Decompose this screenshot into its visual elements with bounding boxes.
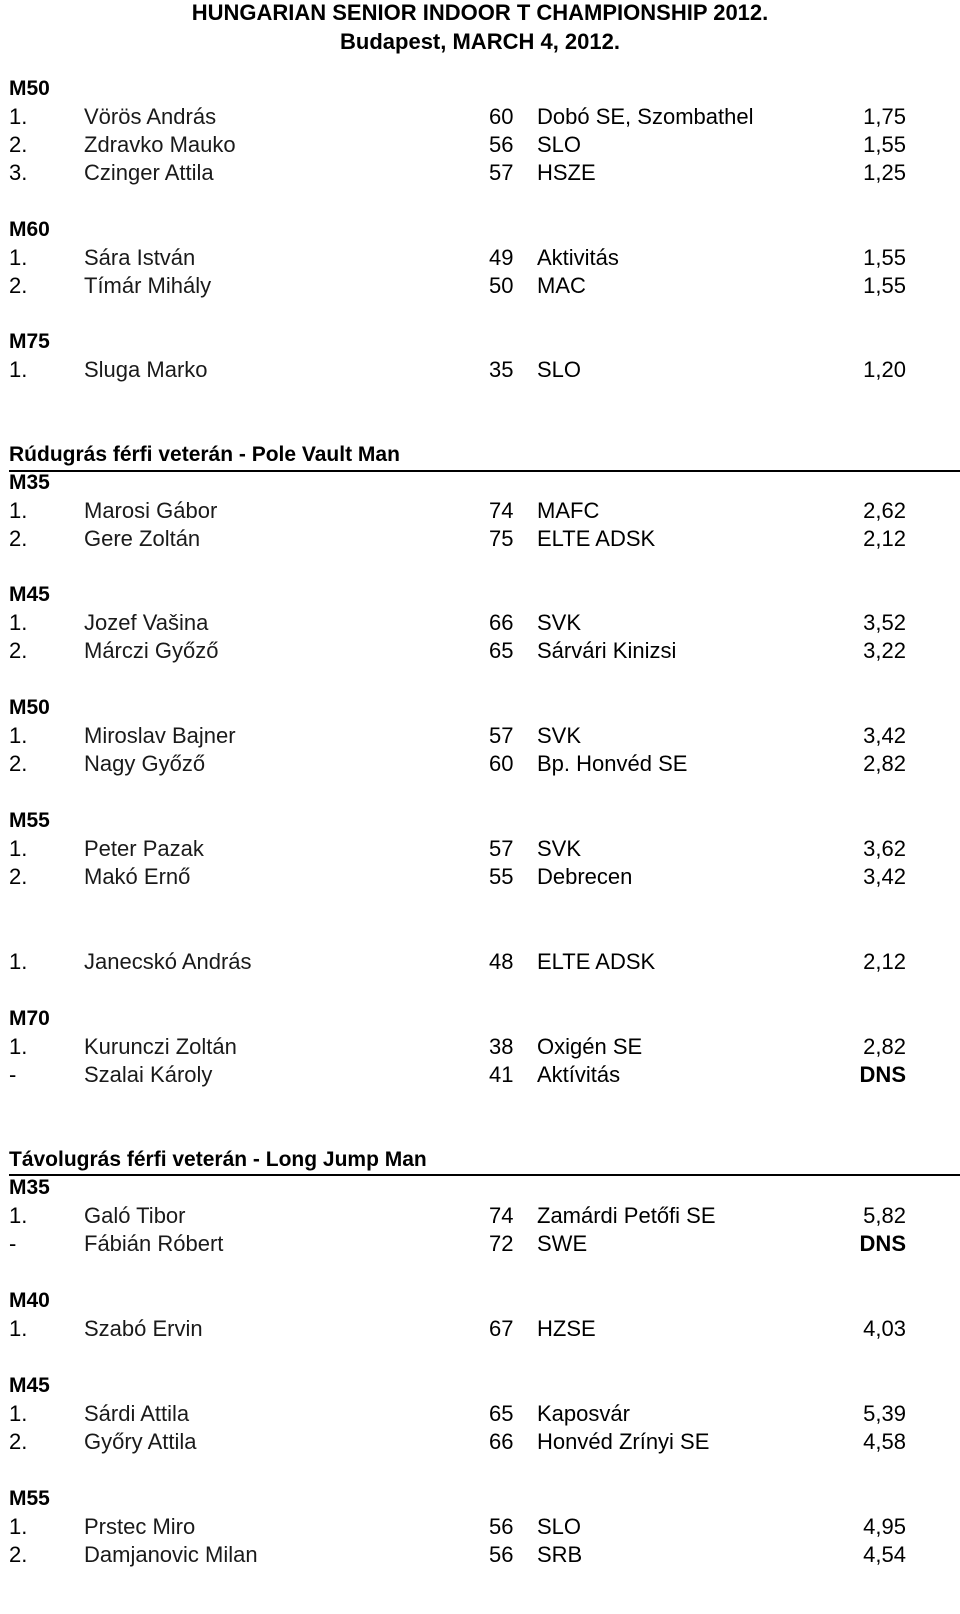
section-heading: Távolugrás férfi veterán - Long Jump Man — [9, 1148, 427, 1171]
result-value: 5,82 — [863, 1203, 906, 1228]
athlete-name: Czinger Attila — [84, 160, 214, 185]
athlete-name: Márczi Győző — [84, 638, 219, 663]
athlete-name: Győry Attila — [84, 1429, 197, 1454]
athlete-name: Szabó Ervin — [84, 1316, 203, 1341]
athlete-name: Miroslav Bajner — [84, 723, 236, 748]
result-value: 2,62 — [863, 498, 906, 523]
result-value: 1,25 — [863, 160, 906, 185]
result-place: 2. — [9, 1429, 28, 1454]
athlete-name: Marosi Gábor — [84, 498, 218, 523]
athlete-name: Sluga Marko — [84, 357, 208, 382]
result-value: 4,54 — [863, 1542, 906, 1567]
athlete-name: Fábián Róbert — [84, 1231, 224, 1256]
result-value: 1,55 — [863, 273, 906, 298]
section-divider — [9, 470, 960, 472]
result-value: 1,55 — [863, 245, 906, 270]
result-value: 3,42 — [863, 864, 906, 889]
athlete-name: Sárdi Attila — [84, 1401, 190, 1426]
athlete-age: 56 — [489, 132, 514, 157]
athlete-name: Zdravko Mauko — [84, 132, 236, 157]
result-value: 2,12 — [863, 949, 906, 974]
document-title: HUNGARIAN SENIOR INDOOR T CHAMPIONSHIP 2012. — [191, 0, 769, 25]
athlete-club: Honvéd Zrínyi SE — [537, 1429, 710, 1454]
athlete-club: Oxigén SE — [537, 1034, 643, 1059]
category-label: M50 — [9, 77, 50, 100]
result-place: 1. — [9, 836, 28, 861]
athlete-club: SRB — [537, 1542, 583, 1567]
result-value: 1,55 — [863, 132, 906, 157]
athlete-age: 65 — [489, 1401, 514, 1426]
athlete-club: MAC — [537, 273, 586, 298]
result-place: 1. — [9, 1514, 28, 1539]
result-place: - — [9, 1231, 17, 1256]
category-label: M35 — [9, 1176, 50, 1199]
athlete-age: 35 — [489, 357, 514, 382]
athlete-age: 72 — [489, 1231, 514, 1256]
athlete-age: 55 — [489, 864, 514, 889]
athlete-name: Sára István — [84, 245, 196, 270]
athlete-club: SVK — [537, 836, 582, 861]
athlete-club: HSZE — [537, 160, 596, 185]
athlete-club: Dobó SE, Szombathel — [537, 104, 754, 129]
athlete-age: 65 — [489, 638, 514, 663]
result-place: 2. — [9, 751, 28, 776]
athlete-name: Tímár Mihály — [84, 273, 212, 298]
athlete-club: MAFC — [537, 498, 600, 523]
category-label: M35 — [9, 471, 50, 494]
result-place: - — [9, 1062, 17, 1087]
athlete-club: SLO — [537, 1514, 582, 1539]
result-place: 1. — [9, 1034, 28, 1059]
result-place: 1. — [9, 1203, 28, 1228]
athlete-name: Gere Zoltán — [84, 526, 201, 551]
result-place: 1. — [9, 1401, 28, 1426]
result-value: DNS — [859, 1062, 906, 1087]
result-value: 4,03 — [863, 1316, 906, 1341]
result-value: 2,12 — [863, 526, 906, 551]
athlete-name: Kurunczi Zoltán — [84, 1034, 237, 1059]
result-value: 4,58 — [863, 1429, 906, 1454]
athlete-name: Vörös András — [84, 104, 217, 129]
result-value: 2,82 — [863, 1034, 906, 1059]
athlete-age: 74 — [489, 1203, 514, 1228]
athlete-club: SLO — [537, 132, 582, 157]
result-value: 2,82 — [863, 751, 906, 776]
athlete-age: 60 — [489, 104, 514, 129]
result-place: 1. — [9, 610, 28, 635]
athlete-club: Aktívitás — [537, 1062, 621, 1087]
athlete-age: 49 — [489, 245, 514, 270]
result-value: 1,75 — [863, 104, 906, 129]
category-label: M45 — [9, 1374, 50, 1397]
athlete-age: 67 — [489, 1316, 514, 1341]
athlete-age: 66 — [489, 610, 514, 635]
result-value: 3,42 — [863, 723, 906, 748]
result-place: 1. — [9, 949, 28, 974]
athlete-name: Szalai Károly — [84, 1062, 213, 1087]
athlete-age: 50 — [489, 273, 514, 298]
athlete-club: ELTE ADSK — [537, 949, 656, 974]
result-place: 2. — [9, 1542, 28, 1567]
athlete-name: Jozef Vašina — [84, 610, 209, 635]
result-value: 3,52 — [863, 610, 906, 635]
athlete-club: Sárvári Kinizsi — [537, 638, 677, 663]
athlete-age: 57 — [489, 723, 514, 748]
athlete-club: Kaposvár — [537, 1401, 630, 1426]
athlete-name: Nagy Győző — [84, 751, 206, 776]
athlete-club: Zamárdi Petőfi SE — [537, 1203, 716, 1228]
category-label: M55 — [9, 809, 50, 832]
athlete-name: Janecskó András — [84, 949, 252, 974]
athlete-club: Aktivitás — [537, 245, 619, 270]
result-place: 1. — [9, 723, 28, 748]
category-label: M50 — [9, 696, 50, 719]
athlete-age: 41 — [489, 1062, 514, 1087]
result-place: 2. — [9, 132, 28, 157]
result-place: 2. — [9, 273, 28, 298]
athlete-club: SWE — [537, 1231, 588, 1256]
result-value: 1,20 — [863, 357, 906, 382]
athlete-name: Galó Tibor — [84, 1203, 186, 1228]
section-heading: Rúdugrás férfi veterán - Pole Vault Man — [9, 443, 400, 466]
athlete-club: Debrecen — [537, 864, 633, 889]
result-place: 3. — [9, 160, 28, 185]
athlete-club: SLO — [537, 357, 582, 382]
athlete-age: 56 — [489, 1514, 514, 1539]
category-label: M75 — [9, 330, 50, 353]
result-value: 5,39 — [863, 1401, 906, 1426]
result-place: 1. — [9, 1316, 28, 1341]
result-place: 1. — [9, 357, 28, 382]
category-label: M60 — [9, 218, 50, 241]
athlete-age: 56 — [489, 1542, 514, 1567]
athlete-age: 57 — [489, 836, 514, 861]
category-label: M40 — [9, 1289, 50, 1312]
athlete-age: 60 — [489, 751, 514, 776]
athlete-name: Makó Ernő — [84, 864, 191, 889]
result-place: 2. — [9, 638, 28, 663]
athlete-age: 57 — [489, 160, 514, 185]
athlete-club: SVK — [537, 723, 582, 748]
result-place: 1. — [9, 104, 28, 129]
athlete-age: 66 — [489, 1429, 514, 1454]
athlete-club: ELTE ADSK — [537, 526, 656, 551]
result-value: 3,22 — [863, 638, 906, 663]
athlete-name: Peter Pazak — [84, 836, 204, 861]
athlete-age: 74 — [489, 498, 514, 523]
athlete-club: Bp. Honvéd SE — [537, 751, 688, 776]
category-label: M70 — [9, 1007, 50, 1030]
result-place: 1. — [9, 498, 28, 523]
result-value: 4,95 — [863, 1514, 906, 1539]
athlete-age: 48 — [489, 949, 514, 974]
category-label: M45 — [9, 583, 50, 606]
category-label: M55 — [9, 1487, 50, 1510]
athlete-age: 38 — [489, 1034, 514, 1059]
athlete-club: SVK — [537, 610, 582, 635]
athlete-club: HZSE — [537, 1316, 596, 1341]
athlete-age: 75 — [489, 526, 514, 551]
result-place: 2. — [9, 864, 28, 889]
result-value: DNS — [859, 1231, 906, 1256]
athlete-name: Damjanovic Milan — [84, 1542, 258, 1567]
result-place: 2. — [9, 526, 28, 551]
athlete-name: Prstec Miro — [84, 1514, 196, 1539]
result-place: 1. — [9, 245, 28, 270]
result-value: 3,62 — [863, 836, 906, 861]
document-subtitle: Budapest, MARCH 4, 2012. — [340, 29, 620, 54]
section-divider — [9, 1174, 960, 1176]
